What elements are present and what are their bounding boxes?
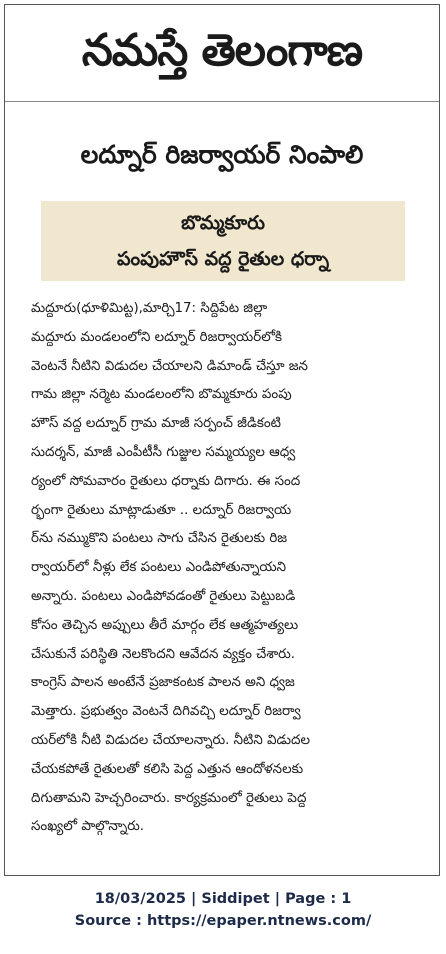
newspaper-masthead: నమస్తే తెలంగాణ	[81, 25, 363, 76]
article-body-line: ర్‌ను నమ్ముకొని పంటలు సాగు చేసిన రైతులకు రిజ	[31, 531, 288, 547]
clipping-date-edition-page: 18/03/2025 | Siddipet | Page : 1	[94, 891, 352, 907]
masthead-divider	[5, 101, 439, 102]
article-headline: లద్నూర్ రిజర్వాయర్ నింపాలి	[80, 140, 364, 169]
article-body-line: మద్దూరు మండలంలోని లద్నూర్ రిజర్వాయర్‌లోకి	[31, 329, 283, 345]
article-subhead-line: పంపుహౌస్ వద్ద రైతుల ధర్నా	[116, 248, 330, 270]
article-body-line: ర్వాయర్‌లో నీళ్లు లేక పంటలు ఎండిపోతున్నాయని	[31, 560, 286, 576]
article-body-line: సుదర్శన్, మాజీ ఎంపీటీసీ గుజ్జుల సమ్మయ్యల ఆధ్వ	[31, 444, 296, 460]
clipping-footer	[0, 888, 446, 932]
article-body-line: దిగుతామని హెచ్చరించారు. కార్యక్రమంలో రైతులు పెద్ద	[31, 790, 307, 806]
article-body-line: చేయకపోతే రైతులతో కలిసి పెద్ద ఎత్తున ఆందోళనలకు	[31, 761, 304, 777]
article-body	[31, 295, 423, 842]
article-body-line: హౌస్ వద్ద లద్నూర్ గ్రామ మాజీ సర్పంచ్ జీడికంటి	[31, 416, 281, 432]
article-subhead-box	[41, 201, 405, 281]
article-body-line: కోసం తెచ్చిన అప్పులు తీరే మార్గం లేక ఆత్మహత్యలు	[31, 617, 299, 633]
article-body-line: ర్భంగా రైతులు మాట్లాడుతూ .. లద్నూర్ రిజర్వాయ	[31, 502, 292, 518]
article-body-line: మెత్తారు. ప్రభుత్వం వెంటనే దిగివచ్చి లద్నూర్ రిజర్వా	[31, 704, 301, 720]
article-body-line: గామ జిల్లా నర్మెట మండలంలోని బొమ్మకూరు పంపు	[31, 387, 292, 403]
article-subhead-line: బొమ్మకూరు	[181, 212, 265, 234]
article-body-line: సంఖ్యలో పాల్గొన్నారు.	[31, 819, 145, 835]
article-body-line: అన్నారు. పంటలు ఎండిపోవడంతో రైతులు పెట్టుబడి	[31, 588, 296, 604]
article-body-line: కాంగ్రెస్ పాలన అంటేనే ప్రజాకంటక పాలన అని ధ్వజ	[31, 675, 295, 691]
newspaper-clipping	[4, 4, 440, 876]
article-body-line: వెంటనే నీటిని విడుదల చేయాలని డిమాండ్ చేస్తూ జన	[31, 358, 308, 374]
clipping-source-link: Source : https://epaper.ntnews.com/	[74, 913, 372, 929]
article-body-line: యర్‌లోకి నీటి విడుదల చేయాలన్నారు. నీటిని విడుదల	[31, 732, 311, 748]
article-body-line: ర్యంలో సోమవారం రైతులు ధర్నాకు దిగారు. ఈ సంద	[31, 473, 301, 489]
article-body-line: చేసుకునే పరిస్థితి నెలకొందని ఆవేదన వ్యక్తం చేశారు.	[31, 646, 295, 662]
article-body-line: మద్దూరు(ధూళిమిట్ట),మార్చి17: సిద్దిపేట జిల్లా	[31, 301, 268, 316]
